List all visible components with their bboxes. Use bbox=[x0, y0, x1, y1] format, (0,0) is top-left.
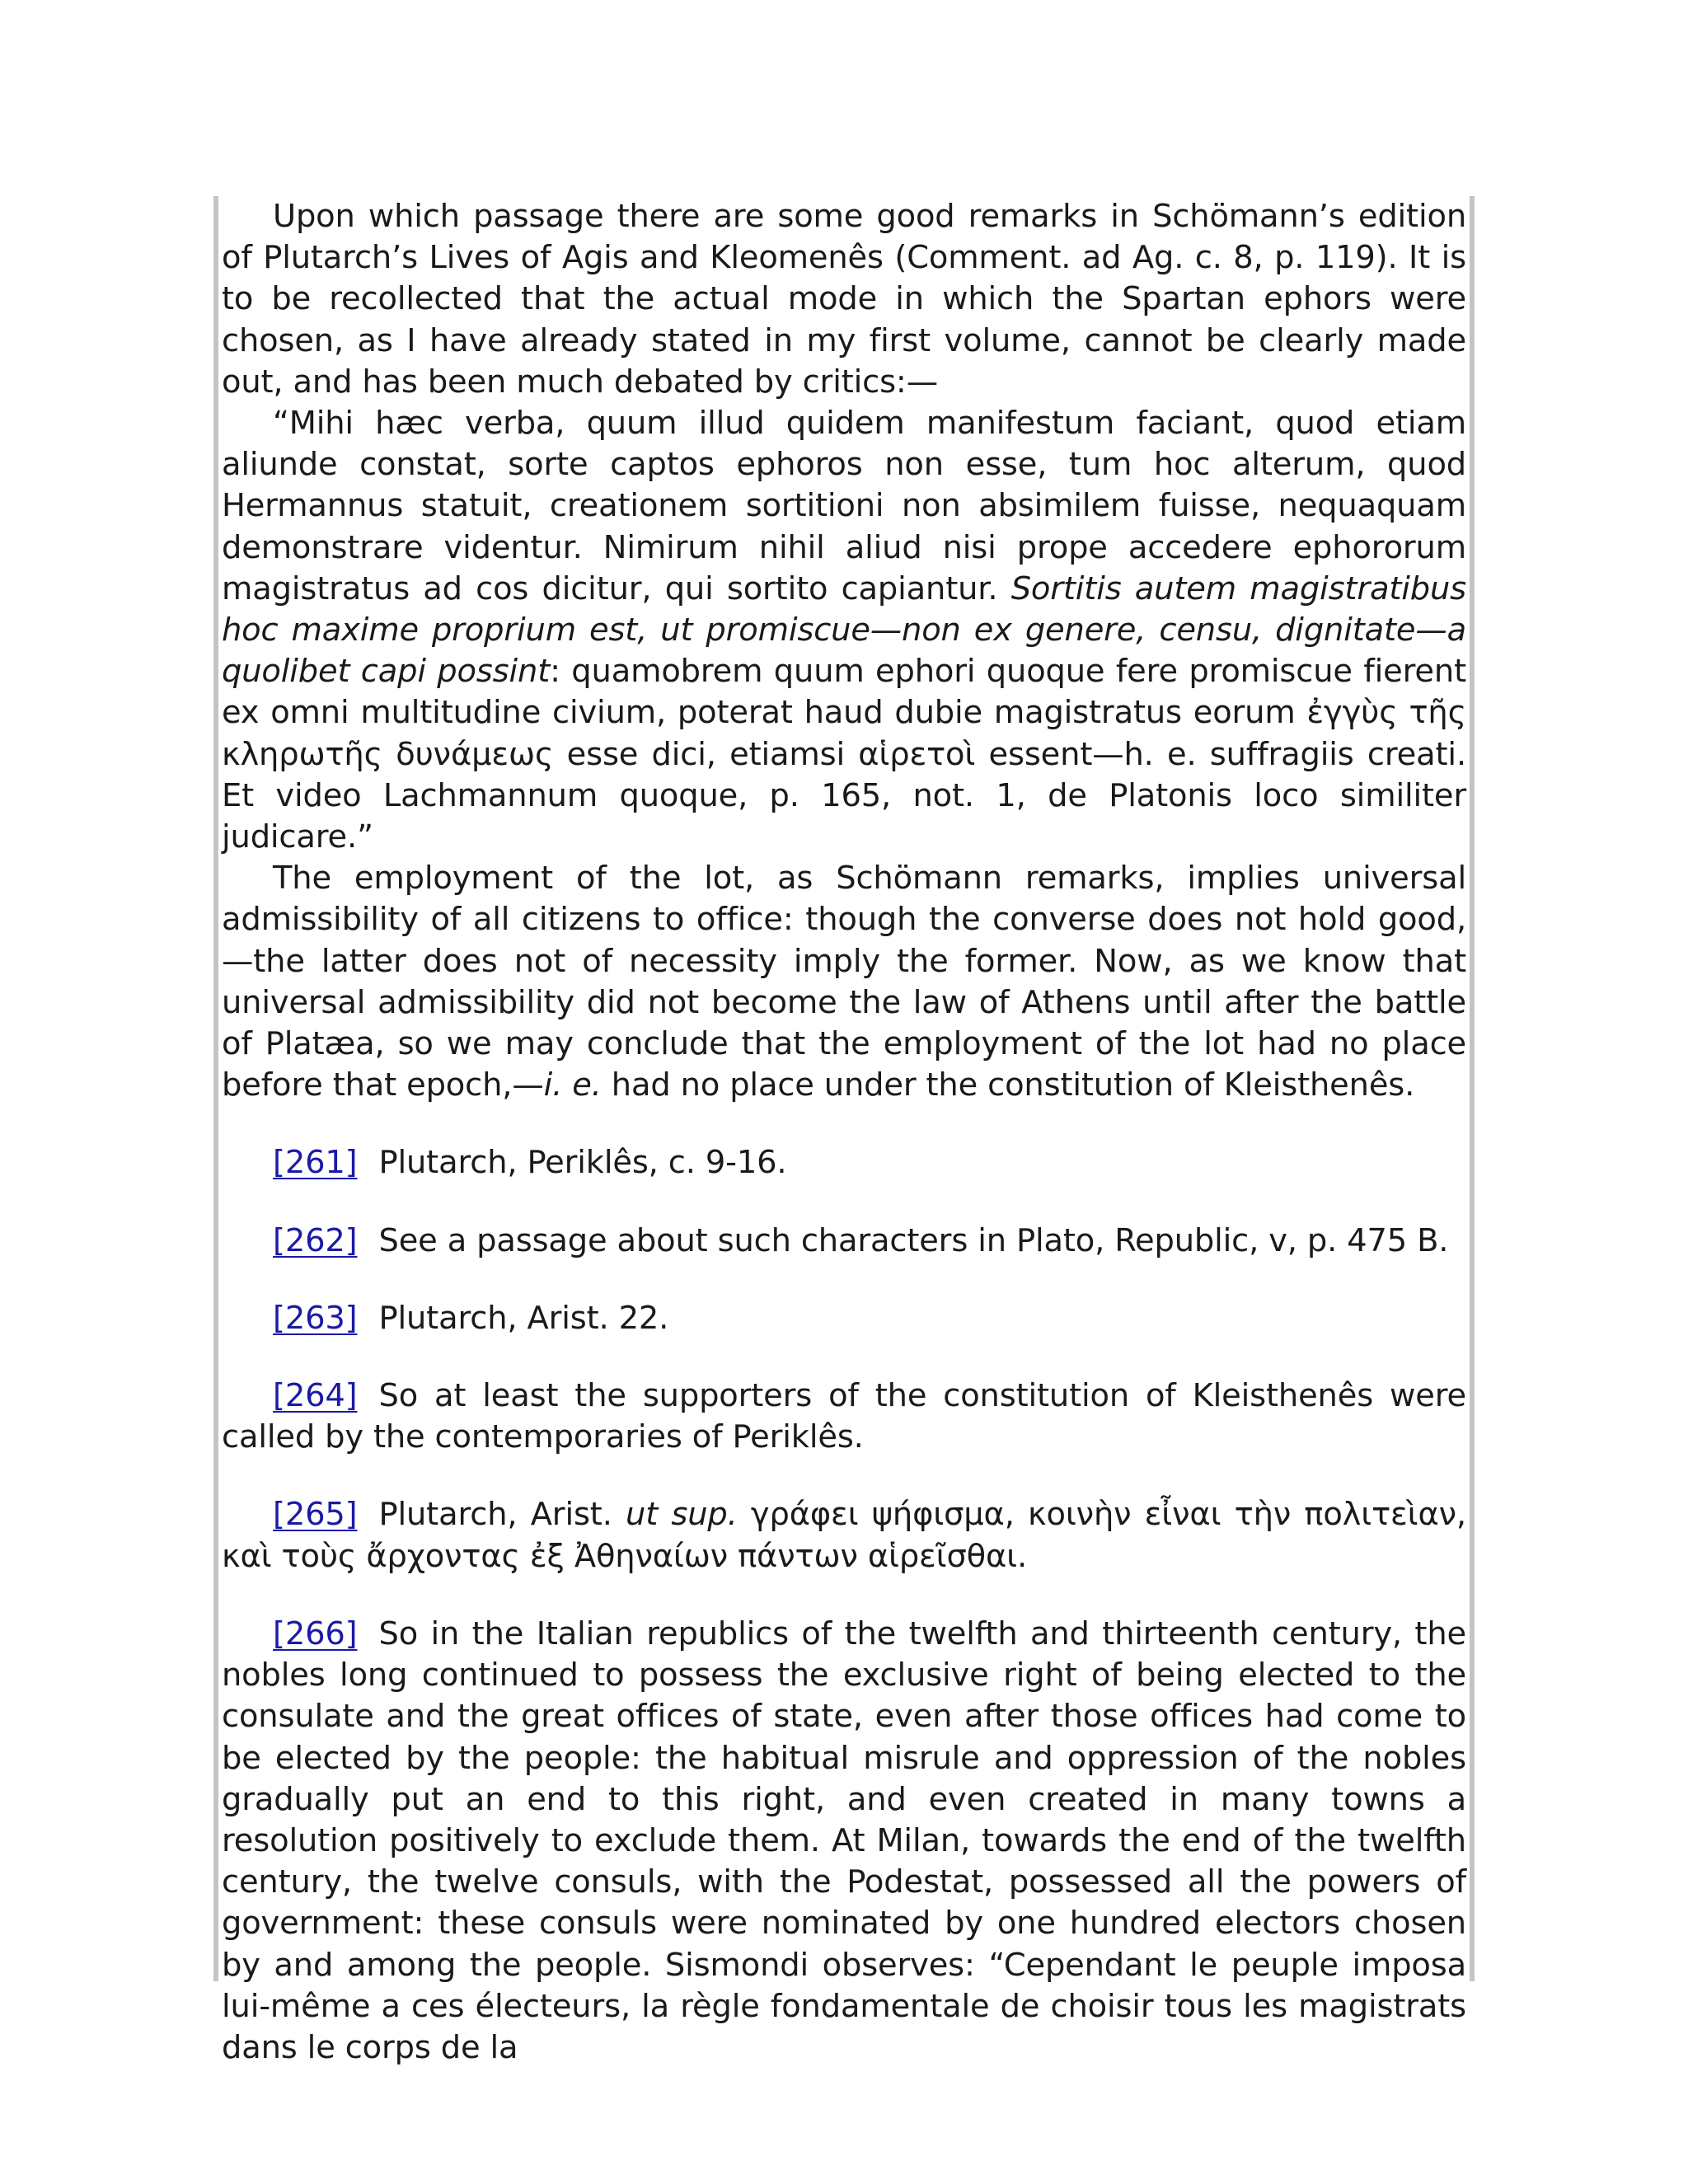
text-column bbox=[213, 196, 1475, 2066]
paragraph-schomann-remarks: Upon which passage there are some good remarks in Schömann’s edition of Plutarch’s Lives of Agis and Kleomenês (Comment. ad Ag. c. 8, p. 119). It is to be recollected that the actual mode in which the Spartan ephors were chosen, as I have already stated in my first volume, cannot be clearly made out, and has been much debated by critics:— bbox=[222, 198, 1466, 401]
paragraph-latin-quote: “Mihi hæc verba, quum illud quidem manifestum faciant, quod etiam aliunde constat, sorte captos ephoros non esse, tum hoc alterum, quod Hermannus statuit, creationem sortitioni non absimilem fuisse, nequaquam demonstrare videntur. Nimirum nihil aliud nisi prope accedere ephororum magistratus ad cos dicitur, qui sortito capiantur. Sortitis autem magistratibus hoc maxime proprium est, ut promiscue—non ex genere, censu, dignitate—a quolibet capi possint: quamobrem quum ephori quoque fere promiscue fierent ex omni multitudine civium, poterat haud dubie magistratus eorum ἐγγὺς τῆς κληρωτῆς δυνάμεως esse dici, etiamsi αἱρετοὶ essent—h. e. suffragiis creati. Et video Lachmannum quoque, p. 165, not. 1, de Platonis loco similiter judicare.” bbox=[222, 405, 1466, 856]
footnote-266: [266] So in the Italian republics of the twelfth and thirteenth century, the nobles long continued to possess the exclusive right of being elected to the consulate and the great offices of state, even after those offices had come to be elected by the people: the habitual misrule and oppression of the nobles gradually put an end to this right, and even created in many towns a resolution positively to exclude them. At Milan, towards the end of the twelfth century, the twelve consuls, with the Podestat, possessed all the powers of government: these consuls were nominated by one hundred electors chosen by and among the people. Sismondi observes: “Cependant le peuple imposa lui-même a ces électeurs, la règle fondamentale de choisir tous les magistrats dans le corps de la bbox=[222, 1615, 1466, 2066]
italic-ie: i. e. bbox=[543, 1066, 602, 1104]
italic-ut-sup: ut sup. bbox=[626, 1496, 738, 1534]
footnote-link-264[interactable]: [264] bbox=[273, 1377, 358, 1415]
footnote-link-262[interactable]: [262] bbox=[273, 1221, 358, 1259]
footnote-262: [262] See a passage about such characters in Plato, Republic, v, p. 475 B. bbox=[273, 1221, 1449, 1259]
footnote-link-265[interactable]: [265] bbox=[273, 1496, 358, 1534]
footnote-link-266[interactable]: [266] bbox=[273, 1615, 358, 1652]
footnote-link-263[interactable]: [263] bbox=[273, 1299, 358, 1337]
footnote-link-261[interactable]: [261] bbox=[273, 1144, 358, 1182]
footnote-261: [261] Plutarch, Periklês, c. 9-16. bbox=[273, 1144, 787, 1182]
footnote-264: [264] So at least the supporters of the constitution of Kleisthenês were called by the contemporaries of Periklês. bbox=[222, 1377, 1466, 1456]
footnote-263: [263] Plutarch, Arist. 22. bbox=[273, 1299, 669, 1337]
footnote-265: [265] Plutarch, Arist. ut sup. γράφει ψήφισμα, κοινὴν εἶναι τὴν πολιτεὶαν, καὶ τοὺς ἄρχοντας ἐξ Ἀθηναίων πάντων αἱρεῖσθαι. bbox=[222, 1496, 1466, 1575]
paragraph-lot-employment: The employment of the lot, as Schömann remarks, implies universal admissibility of all citizens to office: though the converse does not hold good,—the latter does not of necessity imply the former. Now, as we know that universal admissibility did not become the law of Athens until after the battle of Platæa, so we may conclude that the employment of the lot had no place before that epoch,—i. e. had no place under the constitution of Kleisthenês. bbox=[222, 860, 1466, 1104]
italic-latin-phrase: Sortitis autem magistratibus hoc maxime proprium est, ut promiscue—non ex genere, censu, dignitate—a quolibet capi possint bbox=[222, 569, 1466, 691]
